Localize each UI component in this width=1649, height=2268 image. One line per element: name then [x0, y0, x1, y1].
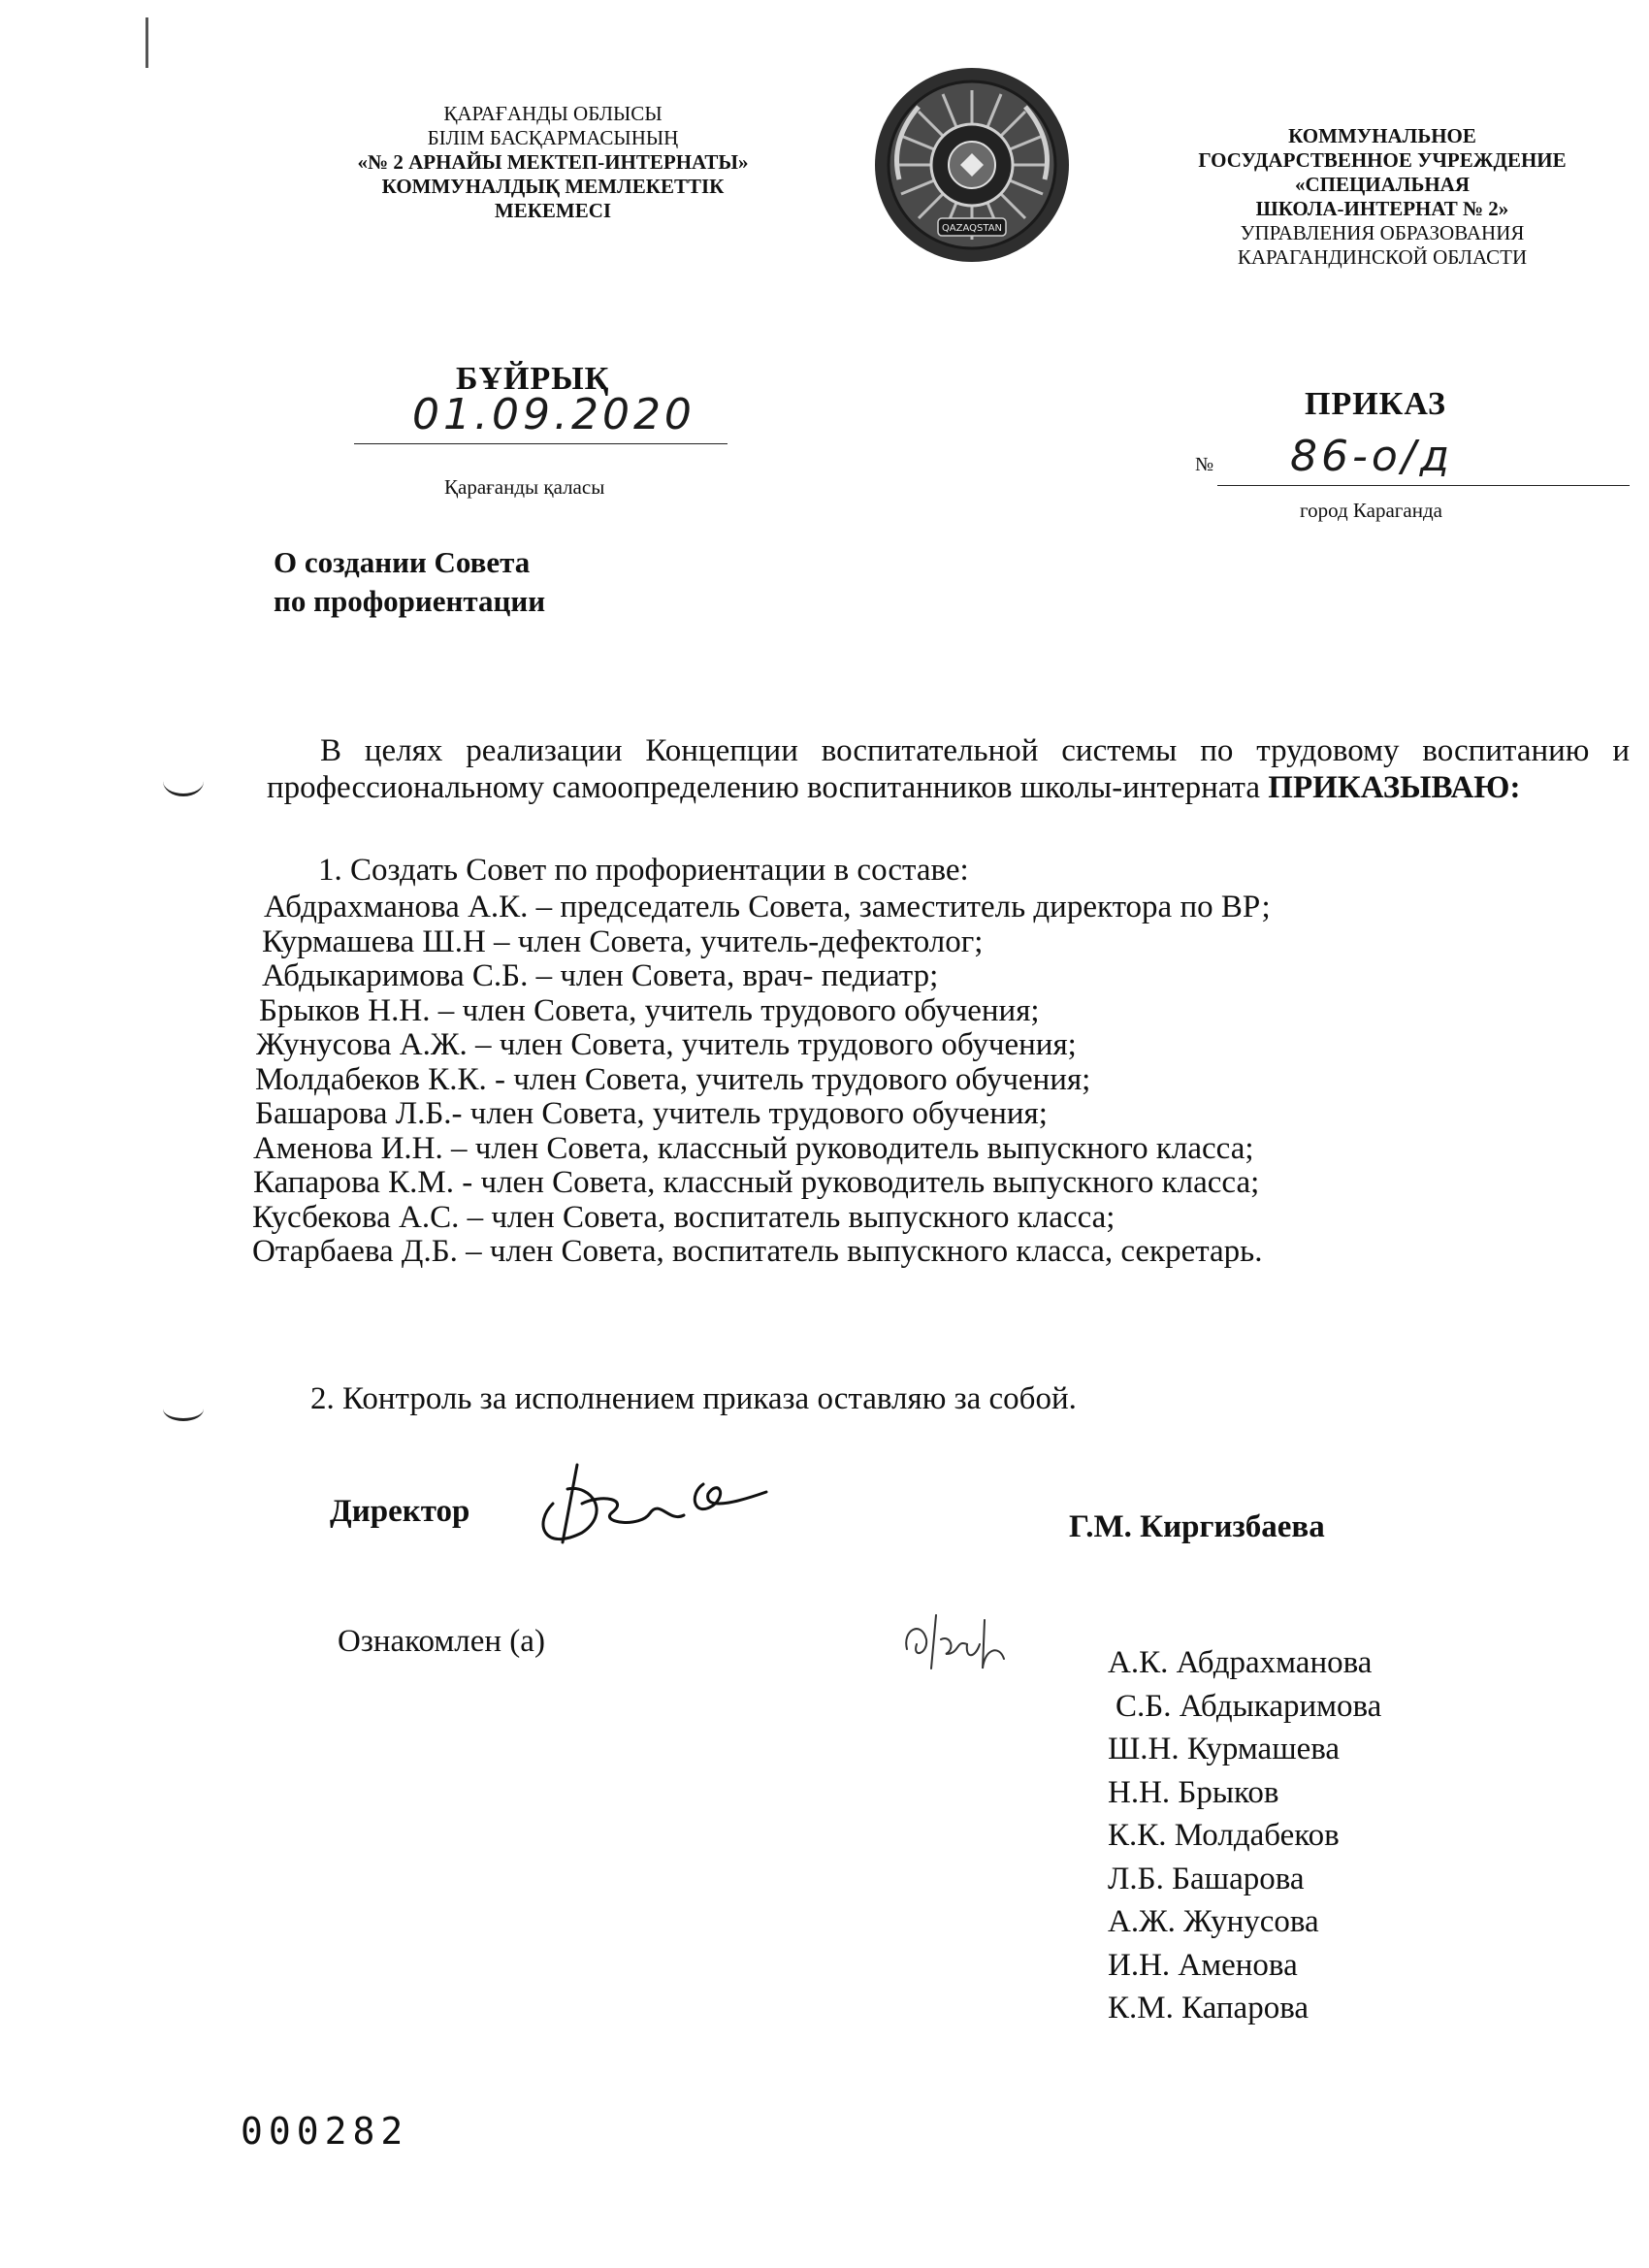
- ack-name: К.М. Капарова: [1108, 1991, 1309, 2025]
- acknowledgement-signature-icon: [897, 1601, 1014, 1678]
- order-title-ru: ПРИКАЗ: [1305, 386, 1446, 422]
- ack-name: Ш.Н. Курмашева: [1108, 1732, 1341, 1766]
- header-right-line: КОММУНАЛЬНОЕ: [1288, 124, 1476, 147]
- header-left-line: МЕКЕМЕСІ: [494, 199, 612, 222]
- ack-name: А.Ж. Жунусова: [1108, 1904, 1319, 1939]
- subject-line: О создании Совета: [274, 545, 531, 579]
- ack-name: А.К. Абдрахманова: [1108, 1645, 1373, 1680]
- point-1: 1. Создать Совет по профориентации в составе:: [318, 853, 969, 888]
- order-word: ПРИКАЗЫВАЮ:: [1268, 770, 1521, 805]
- member-line: Башарова Л.Б.- член Совета, учитель трудового обучения;: [255, 1096, 1048, 1131]
- header-left-line: «№ 2 АРНАЙЫ МЕКТЕП-ИНТЕРНАТЫ»: [357, 150, 749, 174]
- member-line: Капарова К.М. - член Совета, классный руководитель выпускного класса;: [253, 1165, 1260, 1200]
- header-left-line: ҚАРАҒАНДЫ ОБЛЫСЫ: [443, 102, 663, 125]
- intro-text: В целях реализации Концепции воспитательной системы по трудовому воспитанию и профессиональному самоопределению воспитанников школы-интерната: [267, 733, 1630, 805]
- signature-position: Директор: [330, 1494, 470, 1529]
- number-underline: [1217, 485, 1630, 486]
- margin-mark: [146, 17, 148, 68]
- number-sign: №: [1195, 454, 1214, 475]
- header-right: [1145, 124, 1620, 270]
- acknowledged-label: Ознакомлен (а): [338, 1624, 545, 1659]
- member-line: Брыков Н.Н. – член Совета, учитель трудового обучения;: [259, 992, 1040, 1028]
- director-signature-icon: [524, 1445, 776, 1552]
- header-left-line: БІЛІМ БАСҚАРМАСЫНЫҢ: [427, 126, 679, 149]
- city-ru: город Караганда: [1300, 499, 1442, 522]
- member-line: Отарбаева Д.Б. – член Совета, воспитатель выпускного класса, секретарь.: [252, 1234, 1263, 1269]
- ack-name: Н.Н. Брыков: [1108, 1774, 1279, 1810]
- member-line: Жунусова А.Ж. – член Совета, учитель трудового обучения;: [256, 1027, 1077, 1062]
- director-name: Г.М. Киргизбаева: [1069, 1509, 1325, 1544]
- header-right-line: ГОСУДАРСТВЕННОЕ УЧРЕЖДЕНИЕ: [1198, 148, 1567, 172]
- order-number-handwritten: 86-о/д: [1290, 432, 1454, 481]
- member-line: Абдыкаримова С.Б. – член Совета, врач- педиатр;: [262, 958, 939, 993]
- subject-line: по профориентации: [274, 584, 546, 618]
- order-date-handwritten: 01.09.2020: [412, 390, 695, 439]
- ack-name: И.Н. Аменова: [1108, 1947, 1298, 1983]
- acknowledged-names: [1108, 1641, 1381, 2030]
- order-subject: [274, 543, 545, 621]
- member-line: Молдабеков К.К. - член Совета, учитель трудового обучения;: [255, 1061, 1091, 1097]
- member-line: Аменова И.Н. – член Совета, классный руководитель выпускного класса;: [253, 1130, 1254, 1166]
- point-2: 2. Контроль за исполнением приказа оставляю за собой.: [310, 1381, 1077, 1416]
- order-title-kz: БҰЙРЫҚ: [456, 361, 610, 397]
- hole-punch-mark: [163, 1397, 204, 1421]
- member-line: Курмашева Ш.Н – член Совета, учитель-дефектолог;: [262, 923, 984, 959]
- date-underline: [354, 443, 728, 444]
- emblem-caption: QAZAQSTAN: [941, 223, 1003, 234]
- state-emblem-icon: [870, 63, 1074, 267]
- member-line: Кусбекова А.С. – член Совета, воспитатель выпускного класса;: [252, 1199, 1116, 1235]
- intro-paragraph: [267, 732, 1630, 806]
- ack-name: К.К. Молдабеков: [1108, 1818, 1340, 1853]
- ack-name: С.Б. Абдыкаримова: [1116, 1688, 1382, 1724]
- council-members-list: [252, 890, 1271, 1270]
- header-left: [320, 102, 786, 223]
- ack-name: Л.Б. Башарова: [1108, 1861, 1305, 1896]
- header-right-line: «СПЕЦИАЛЬНАЯ: [1294, 173, 1471, 196]
- header-left-line: КОММУНАЛДЫҚ МЕМЛЕКЕТТІК: [381, 175, 725, 198]
- header-right-line: ШКОЛА-ИНТЕРНАТ № 2»: [1255, 197, 1509, 220]
- member-line: Абдрахманова А.К. – председатель Совета, заместитель директора по ВР;: [264, 890, 1271, 924]
- header-right-line: КАРАГАНДИНСКОЙ ОБЛАСТИ: [1237, 245, 1528, 269]
- hole-punch-mark: [163, 766, 204, 796]
- city-kz: Қарағанды қаласы: [444, 475, 605, 499]
- header-right-line: УПРАВЛЕНИЯ ОБРАЗОВАНИЯ: [1240, 221, 1525, 244]
- document-number: 000282: [241, 2110, 409, 2153]
